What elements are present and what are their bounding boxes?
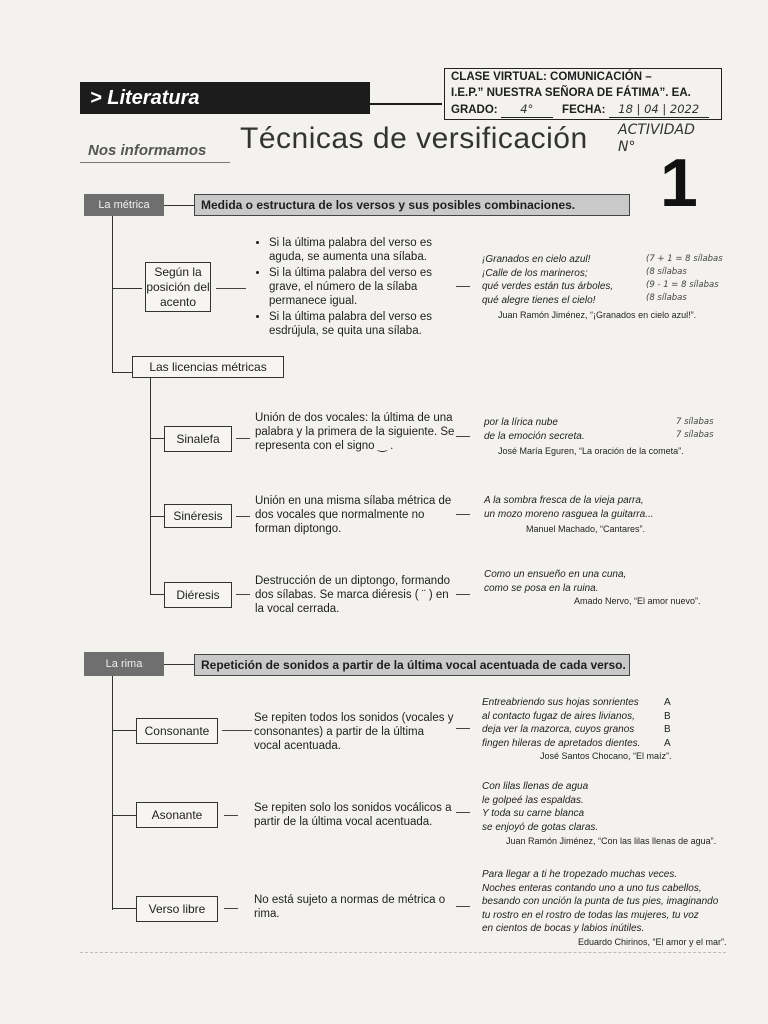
class-info-box xyxy=(444,68,722,120)
sineresis-author: Manuel Machado, “Cantares”. xyxy=(526,524,646,534)
dieresis-author: Amado Nervo, “El amor nuevo”. xyxy=(574,596,701,606)
acento-dash xyxy=(216,288,246,289)
fecha-value: 18 | 04 | 2022 xyxy=(609,101,709,118)
dieresis-box: Diéresis xyxy=(164,582,232,608)
metrica-tab: La métrica xyxy=(84,194,164,216)
acento-author: Juan Ramón Jiménez, “¡Granados en cielo azul!”. xyxy=(498,310,697,320)
metrica-connector xyxy=(164,205,194,206)
example-line: besando con unción la punta de tus pies, imaginando xyxy=(482,896,719,907)
libre-desc: No está sujeto a normas de métrica o rima. xyxy=(254,894,446,920)
rima-tab: La rima xyxy=(84,652,164,676)
sineresis-example xyxy=(484,494,694,521)
example-line: se enjoyó de gotas claras. xyxy=(482,821,599,833)
asonante-branch xyxy=(112,815,136,816)
consonante-author: José Santos Chocano, “El maíz”. xyxy=(540,751,672,761)
dieresis-desc: Destrucción de un diptongo, formando dos sílabas. Se marca diéresis ( ¨ ) en la vocal cerrada. xyxy=(255,575,450,615)
acento-example-dash xyxy=(456,286,470,287)
banner-rule xyxy=(370,103,442,105)
example-line: qué verdes están tus árboles, xyxy=(482,281,614,292)
example-line: un mozo moreno rasguea la guitarra... xyxy=(484,508,654,520)
syllable-note: 7 sílabas xyxy=(676,430,714,440)
nos-informamos: Nos informamos xyxy=(88,142,207,159)
rhyme-letter: B xyxy=(664,724,671,735)
sinalefa-dash xyxy=(236,438,250,439)
dieresis-example xyxy=(484,568,694,595)
rima-definition: Repetición de sonidos a partir de la última vocal acentuada de cada verso. xyxy=(194,654,630,676)
page-title: Técnicas de versificación xyxy=(240,122,588,155)
rhyme-letter: B xyxy=(664,710,671,722)
syllable-note: (7 + 1 = 8 sílabas xyxy=(646,254,723,264)
acento-bullet-esdrujula: • Si la última palabra del verso es esdrújula, se quita una sílaba. xyxy=(269,310,450,338)
example-line: ¡Granados en cielo azul! xyxy=(482,254,591,265)
sineresis-dash xyxy=(236,516,250,517)
example-line: Y toda su carne blanca xyxy=(482,808,585,819)
example-line: deja ver la mazorca, cuyos granos xyxy=(482,724,635,735)
syllable-note: (9 - 1 = 8 sílabas xyxy=(646,280,719,290)
rima-trunk xyxy=(112,676,113,910)
libre-example-dash xyxy=(456,906,470,907)
libre-branch xyxy=(112,908,136,909)
asonante-example-dash xyxy=(456,812,470,813)
example-line: ¡Calle de los marineros; xyxy=(482,267,588,279)
example-line: por la lírica nube xyxy=(484,417,558,428)
activity-word: ACTIVIDAD xyxy=(618,122,695,138)
page-bottom-rule xyxy=(80,952,726,954)
asonante-author: Juan Ramón Jiménez, “Con las lilas llenas de agua”. xyxy=(506,836,717,846)
sineresis-example-dash xyxy=(456,514,470,515)
consonante-example xyxy=(482,696,662,750)
nos-rule xyxy=(80,162,230,163)
libre-dash xyxy=(224,908,238,909)
consonante-branch xyxy=(112,730,136,731)
sinalefa-branch xyxy=(150,438,164,439)
grado-value: 4° xyxy=(501,101,553,118)
activity-number-label: N° xyxy=(618,139,636,155)
section-banner: > Literatura xyxy=(80,82,370,114)
example-line: Para llegar a ti he tropezado muchas veces. xyxy=(482,869,678,880)
class-line-1: CLASE VIRTUAL: COMUNICACIÓN – xyxy=(451,71,652,83)
acento-bullet-grave: • Si la última palabra del verso es grave, el número de la sílaba permanece igual. xyxy=(269,266,450,308)
example-line: Como un ensueño en una cuna, xyxy=(484,569,627,580)
example-line: Entreabriendo sus hojas sonrientes xyxy=(482,697,639,708)
example-line: de la emoción secreta. xyxy=(484,430,585,442)
libre-author: Eduardo Chirinos, “El amor y el mar”. xyxy=(578,937,727,947)
example-line: al contacto fugaz de aires livianos, xyxy=(482,710,635,722)
metrica-definition: Medida o estructura de los versos y sus posibles combinaciones. xyxy=(194,194,630,216)
licencias-box: Las licencias métricas xyxy=(132,356,284,378)
activity-number: 1 xyxy=(660,145,698,221)
example-line: fingen hileras de apretados dientes. xyxy=(482,737,641,749)
rhyme-scheme xyxy=(664,696,678,750)
example-line: en cientos de bocas y labios inútiles. xyxy=(482,923,645,934)
dieresis-example-dash xyxy=(456,594,470,595)
asonante-desc: Se repiten solo los sonidos vocálicos a partir de la última vocal acentuada. xyxy=(254,802,452,828)
example-line: A la sombra fresca de la vieja parra, xyxy=(484,495,644,506)
syllable-note: (8 sílabas xyxy=(646,267,687,277)
metrica-trunk xyxy=(112,216,113,372)
acento-bullets xyxy=(255,236,450,340)
example-line: Con lilas llenas de agua xyxy=(482,781,589,792)
consonante-box: Consonante xyxy=(136,718,218,744)
class-line-2: I.E.P.” NUESTRA SEÑORA DE FÁTIMA”. EA. xyxy=(451,87,691,99)
sinalefa-notes xyxy=(676,416,726,442)
libre-example xyxy=(482,868,732,936)
sinalefa-author: José María Eguren, “La oración de la cometa”. xyxy=(498,446,684,456)
libre-box: Verso libre xyxy=(136,896,218,922)
consonante-example-dash xyxy=(456,728,470,729)
fecha-label: FECHA: xyxy=(562,104,606,116)
sinalefa-example xyxy=(484,416,654,443)
consonante-desc: Se repiten todos los sonidos (vocales y consonantes) a partir de la última vocal acentuada. xyxy=(254,712,454,752)
example-line: Noches enteras contando uno a uno tus cabellos, xyxy=(482,882,702,894)
acento-bullet-aguda: • Si la última palabra del verso es aguda, se aumenta una sílaba. xyxy=(269,236,450,264)
acento-notes xyxy=(646,253,726,305)
example-line: como se posa en la ruina. xyxy=(484,582,599,594)
rhyme-letter: A xyxy=(664,697,671,708)
syllable-note: 7 sílabas xyxy=(676,417,714,427)
asonante-box: Asonante xyxy=(136,802,218,828)
sinalefa-example-dash xyxy=(456,436,470,437)
grado-fecha-row xyxy=(451,101,721,118)
licencias-branch xyxy=(112,372,132,373)
example-line: qué alegre tienes el cielo! xyxy=(482,294,596,306)
example-line: tu rostro en el rostro de todas las mujeres, tu voz xyxy=(482,909,699,921)
sineresis-desc: Unión en una misma sílaba métrica de dos vocales que normalmente no forman diptongo. xyxy=(255,495,452,535)
rima-connector xyxy=(164,664,194,665)
example-line: le golpeé las espaldas. xyxy=(482,794,584,806)
dieresis-dash xyxy=(236,594,250,595)
sineresis-branch xyxy=(150,516,164,517)
acento-example xyxy=(482,253,652,307)
sineresis-box: Sinéresis xyxy=(164,504,232,528)
acento-branch xyxy=(112,288,142,289)
section-title: Literatura xyxy=(107,87,200,109)
rhyme-letter: A xyxy=(664,737,671,749)
consonante-dash xyxy=(222,730,252,731)
sinalefa-box: Sinalefa xyxy=(164,426,232,452)
licencias-trunk xyxy=(150,378,151,594)
acento-box: Según la posición del acento xyxy=(145,262,211,312)
dieresis-branch xyxy=(150,594,164,595)
sinalefa-desc: Unión de dos vocales: la última de una palabra y la primera de la siguiente. Se representa con el signo ‿ . xyxy=(255,412,455,452)
syllable-note: (8 sílabas xyxy=(646,293,687,303)
asonante-dash xyxy=(224,815,238,816)
asonante-example xyxy=(482,780,682,834)
grado-label: GRADO: xyxy=(451,104,498,116)
